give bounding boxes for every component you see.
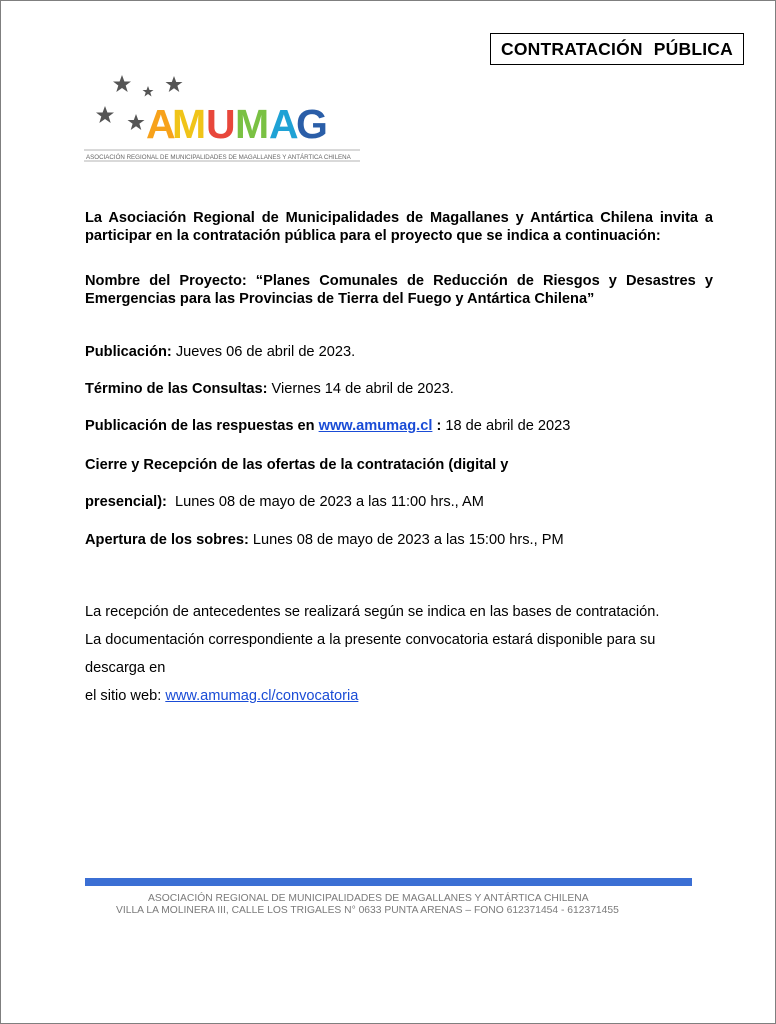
apertura-label: Apertura de los sobres: (85, 532, 249, 548)
star-icon (113, 75, 131, 92)
apertura-line (85, 531, 713, 549)
publicacion-value: Jueves 06 de abril de 2023. (171, 344, 356, 360)
respuestas-label: Publicación de las respuestas en (85, 418, 319, 434)
intro-paragraph: La Asociación Regional de Municipalidades de Magallanes y Antártica Chilena invita a participar en la contratación pública para el proyecto que se indica a continuación: (85, 210, 713, 244)
star-icon (128, 114, 145, 130)
logo-tagline: ASOCIACIÓN REGIONAL DE MUNICIPALIDADES DE MAGALLANES Y ANTÁRTICA CHILENA (86, 154, 351, 161)
cierre-line (85, 493, 713, 511)
cierre-value: Lunes 08 de mayo de 2023 a las 11:00 hrs., AM (166, 494, 484, 510)
convocatoria-link[interactable]: www.amumag.cl/convocatoria (165, 688, 359, 704)
respuestas-separator: : (432, 418, 442, 434)
documentacion-note: La documentación correspondiente a la presente convocatoria estará disponible para su descarga en (85, 632, 656, 676)
svg-text:M: M (172, 101, 207, 147)
footer-divider (85, 878, 692, 886)
footer-line-1: ASOCIACIÓN REGIONAL DE MUNICIPALIDADES DE MAGALLANES Y ANTÁRTICA CHILENA (148, 893, 589, 904)
cierre-label-line-2: presencial): (85, 494, 167, 510)
publicacion-label: Publicación: (85, 344, 172, 360)
document-type-badge (490, 33, 744, 65)
consultas-line (85, 380, 713, 398)
badge-label: CONTRATACIÓN PÚBLICA (501, 38, 733, 59)
consultas-label: Término de las Consultas: (85, 381, 268, 397)
footer-line-2: VILLA LA MOLINERA III, CALLE LOS TRIGALES N° 0633 PUNTA ARENAS – FONO 612371454 - 612371455 (116, 905, 619, 916)
apertura-value: Lunes 08 de mayo de 2023 a las 15:00 hrs., PM (248, 532, 564, 548)
consultas-value: Viernes 14 de abril de 2023. (267, 381, 454, 397)
star-icon (143, 86, 154, 97)
svg-text:A: A (146, 101, 176, 147)
sitio-prefix: el sitio web: (85, 688, 166, 704)
respuestas-line (85, 417, 713, 435)
amumag-logo (82, 70, 372, 170)
cierre-label-line-1: Cierre y Recepción de las ofertas de la contratación (digital y (85, 457, 509, 473)
recepcion-note: La recepción de antecedentes se realizará según se indica en las bases de contratación. (85, 604, 660, 620)
sitio-line (85, 682, 713, 710)
svg-text:M: M (235, 101, 270, 147)
amumag-website-link[interactable]: www.amumag.cl (318, 418, 433, 434)
star-icon (96, 106, 114, 123)
publicacion-line (85, 343, 713, 361)
svg-text:G: G (296, 101, 328, 147)
svg-text:A: A (269, 101, 299, 147)
project-name: Nombre del Proyecto: “Planes Comunales de Reducción de Riesgos y Desastres y Emergencias para las Provincias de Tierra del Fuego y Antártica Chilena” (85, 273, 713, 307)
notes-block (85, 598, 713, 710)
respuestas-value: 18 de abril de 2023 (441, 418, 571, 434)
star-icon (166, 76, 183, 92)
svg-text:U: U (206, 101, 236, 147)
